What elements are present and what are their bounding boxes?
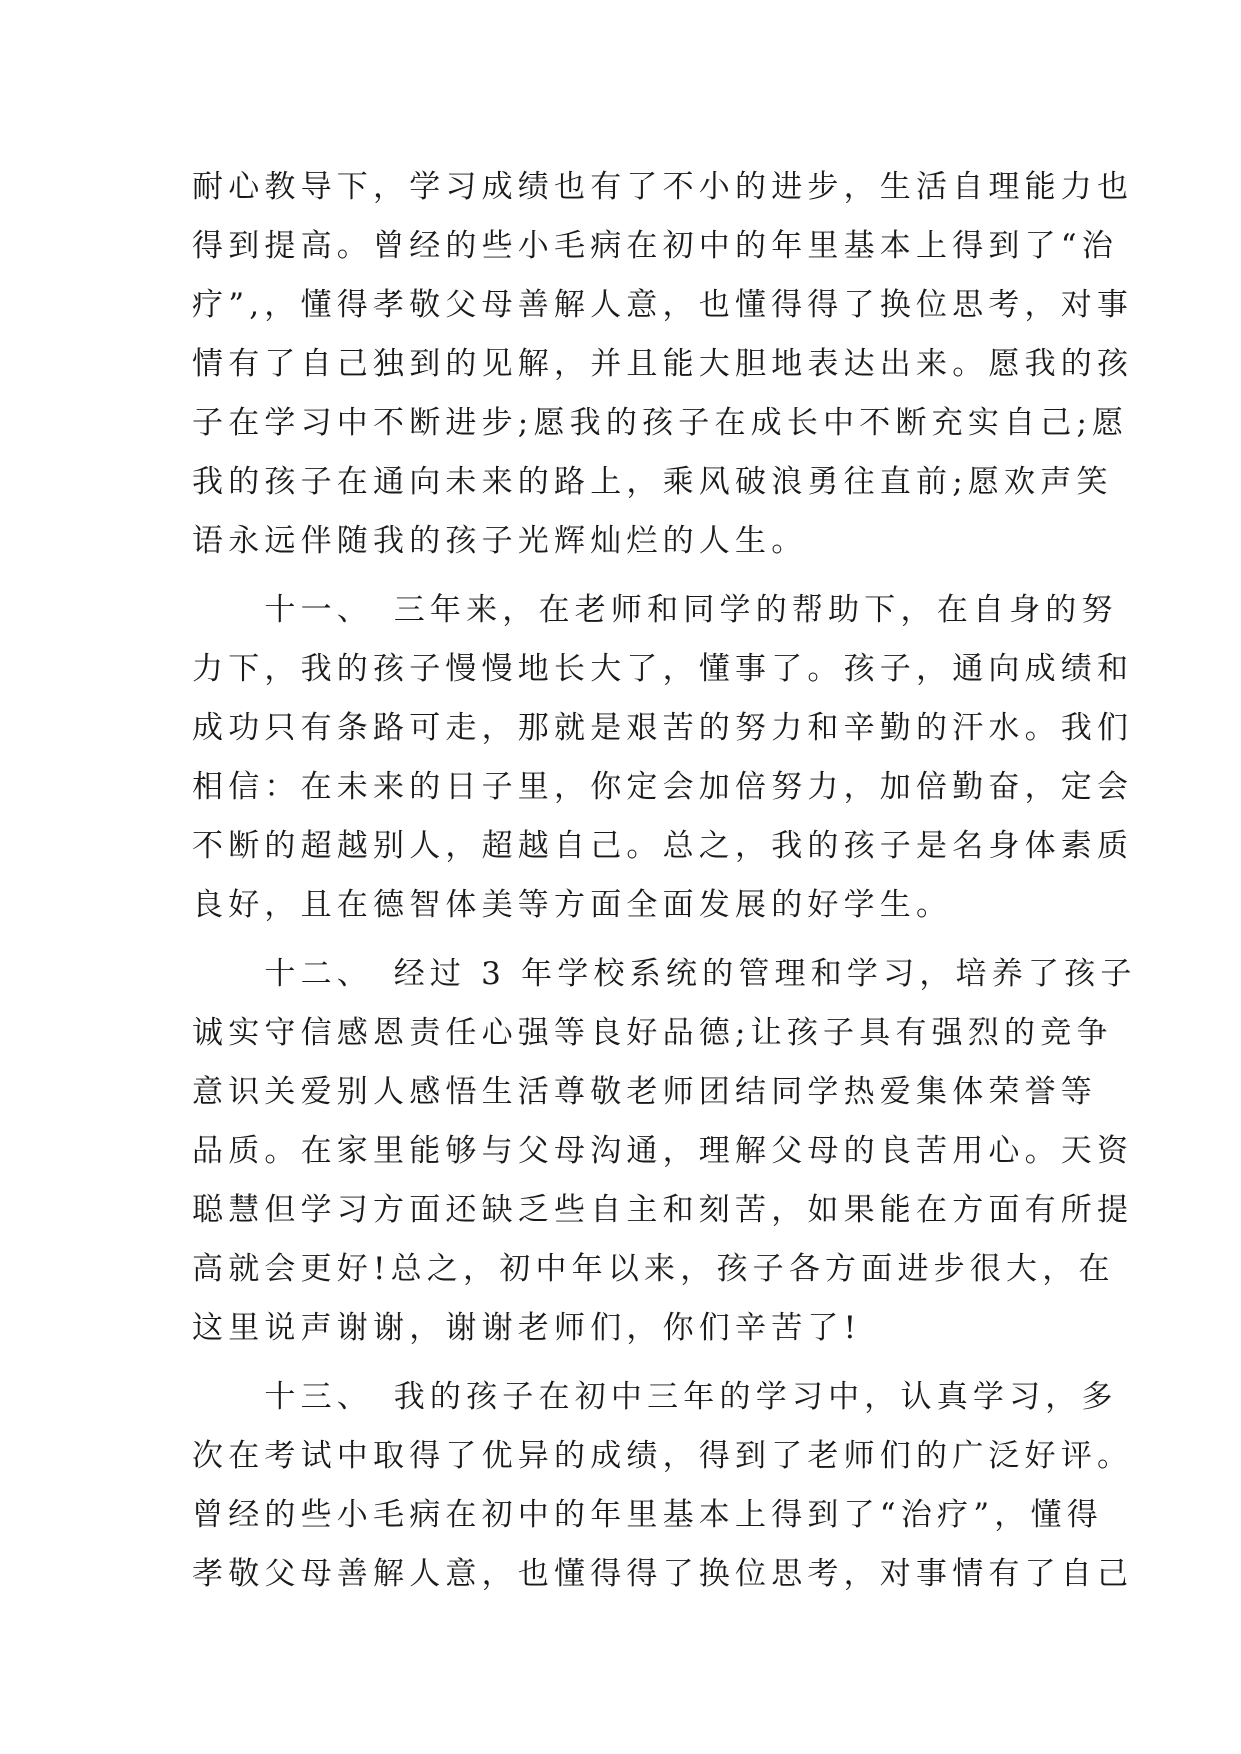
paragraph-spacer — [192, 935, 1072, 945]
text-line: 曾经的些小毛病在初中的年里基本上得到了“治疗”，懂得 — [192, 1497, 1103, 1533]
paragraph — [192, 158, 1134, 571]
paragraph — [192, 945, 1137, 1358]
paragraph-spacer — [192, 571, 1072, 581]
paragraph — [192, 1368, 1134, 1604]
text-line: 这里说声谢谢，谢谢老师们，你们辛苦了! — [192, 1310, 862, 1346]
text-line: 十一、 三年来，在老师和同学的帮助下，在自身的努 — [192, 592, 1118, 628]
text-line: 十三、 我的孩子在初中三年的学习中，认真学习，多 — [192, 1379, 1118, 1415]
text-line: 不断的超越别人，超越自己。总之，我的孩子是名身体素质 — [192, 828, 1134, 864]
paragraph — [192, 581, 1134, 935]
text-line: 疗”,，懂得孝敬父母善解人意，也懂得得了换位思考，对事 — [192, 287, 1134, 323]
text-line: 耐心教导下，学习成绩也有了不小的进步，生活自理能力也 — [192, 169, 1134, 205]
text-line: 品质。在家里能够与父母沟通，理解父母的良苦用心。天资 — [192, 1133, 1134, 1169]
paragraph-spacer — [192, 1358, 1072, 1368]
text-line: 成功只有条路可走，那就是艰苦的努力和辛勤的汗水。我们 — [192, 710, 1134, 746]
text-line: 孝敬父母善解人意，也懂得得了换位思考，对事情有了自己 — [192, 1556, 1134, 1592]
text-line: 聪慧但学习方面还缺乏些自主和刻苦，如果能在方面有所提 — [192, 1192, 1134, 1228]
text-line: 得到提高。曾经的些小毛病在初中的年里基本上得到了“治 — [192, 228, 1119, 264]
text-line: 我的孩子在通向未来的路上，乘风破浪勇往直前;愿欢声笑 — [192, 464, 1113, 500]
text-line: 力下，我的孩子慢慢地长大了，懂事了。孩子，通向成绩和 — [192, 651, 1134, 687]
text-line: 良好，且在德智体美等方面全面发展的好学生。 — [192, 887, 953, 923]
text-line: 语永远伴随我的孩子光辉灿烂的人生。 — [192, 523, 808, 559]
text-line: 十二、 经过 3 年学校系统的管理和学习，培养了孩子 — [192, 956, 1137, 992]
text-line: 子在学习中不断进步;愿我的孩子在成长中不断充实自己;愿 — [192, 405, 1129, 441]
text-line: 诚实守信感恩责任心强等良好品德;让孩子具有强烈的竞争 — [192, 1015, 1113, 1051]
text-line: 意识关爱别人感悟生活尊敬老师团结同学热爱集体荣誉等 — [192, 1074, 1097, 1110]
document-body — [192, 158, 1137, 1604]
text-line: 相信：在未来的日子里，你定会加倍努力，加倍勤奋，定会 — [192, 769, 1134, 805]
text-line: 情有了自己独到的见解，并且能大胆地表达出来。愿我的孩 — [192, 346, 1134, 382]
text-line: 高就会更好!总之，初中年以来，孩子各方面进步很大，在 — [192, 1251, 1115, 1287]
text-line: 次在考试中取得了优异的成绩，得到了老师们的广泛好评。 — [192, 1438, 1134, 1474]
